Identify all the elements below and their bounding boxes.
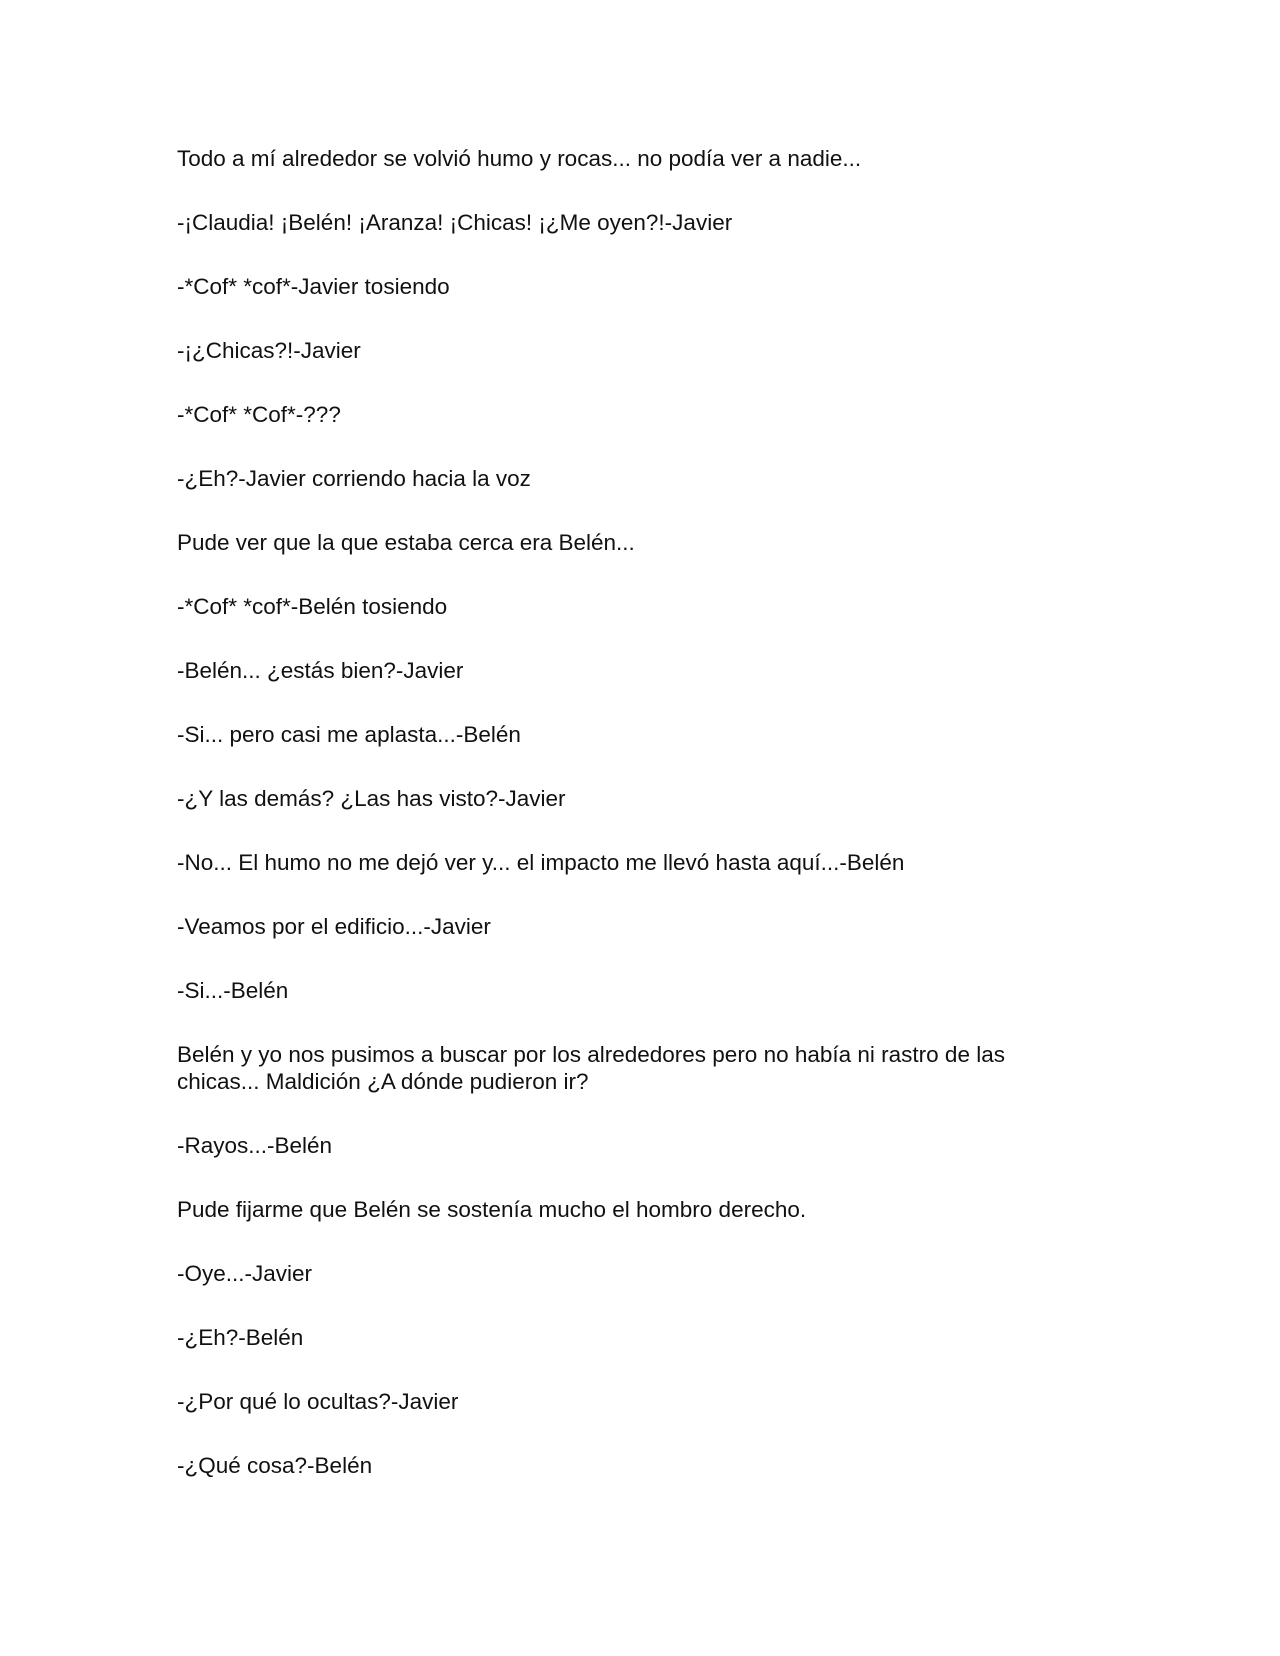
narration-paragraph: Pude fijarme que Belén se sostenía mucho el hombro derecho.	[177, 1197, 807, 1222]
dialogue-line: -Oye...-Javier	[177, 1261, 313, 1286]
dialogue-line: -Rayos...-Belén	[177, 1133, 333, 1158]
dialogue-line: -*Cof* *cof*-Javier tosiendo	[177, 274, 450, 299]
document-body	[177, 145, 1037, 1516]
narration-paragraph: Pude ver que la que estaba cerca era Belén...	[177, 530, 635, 555]
dialogue-line: -¿Qué cosa?-Belén	[177, 1453, 373, 1478]
narration-paragraph: Belén y yo nos pusimos a buscar por los alrededores pero no había ni rastro de las chicas... Maldición ¿A dónde pudieron ir?	[177, 1042, 1005, 1094]
dialogue-line: -¿Eh?-Javier corriendo hacia la voz	[177, 466, 531, 491]
narration-paragraph: Todo a mí alrededor se volvió humo y rocas... no podía ver a nadie...	[177, 146, 862, 171]
dialogue-line: -¡Claudia! ¡Belén! ¡Aranza! ¡Chicas! ¡¿Me oyen?!-Javier	[177, 210, 733, 235]
dialogue-line: -*Cof* *Cof*-???	[177, 402, 341, 427]
dialogue-line: -Veamos por el edificio...-Javier	[177, 914, 491, 939]
dialogue-line: -Si...-Belén	[177, 978, 289, 1003]
dialogue-line: -*Cof* *cof*-Belén tosiendo	[177, 594, 448, 619]
dialogue-line: -No... El humo no me dejó ver y... el impacto me llevó hasta aquí...-Belén	[177, 850, 905, 875]
dialogue-line: -Belén... ¿estás bien?-Javier	[177, 658, 464, 683]
dialogue-line: -¿Por qué lo ocultas?-Javier	[177, 1389, 459, 1414]
dialogue-line: -¿Eh?-Belén	[177, 1325, 304, 1350]
dialogue-line: -Si... pero casi me aplasta...-Belén	[177, 722, 521, 747]
dialogue-line: -¿Y las demás? ¿Las has visto?-Javier	[177, 786, 566, 811]
dialogue-line: -¡¿Chicas?!-Javier	[177, 338, 361, 363]
